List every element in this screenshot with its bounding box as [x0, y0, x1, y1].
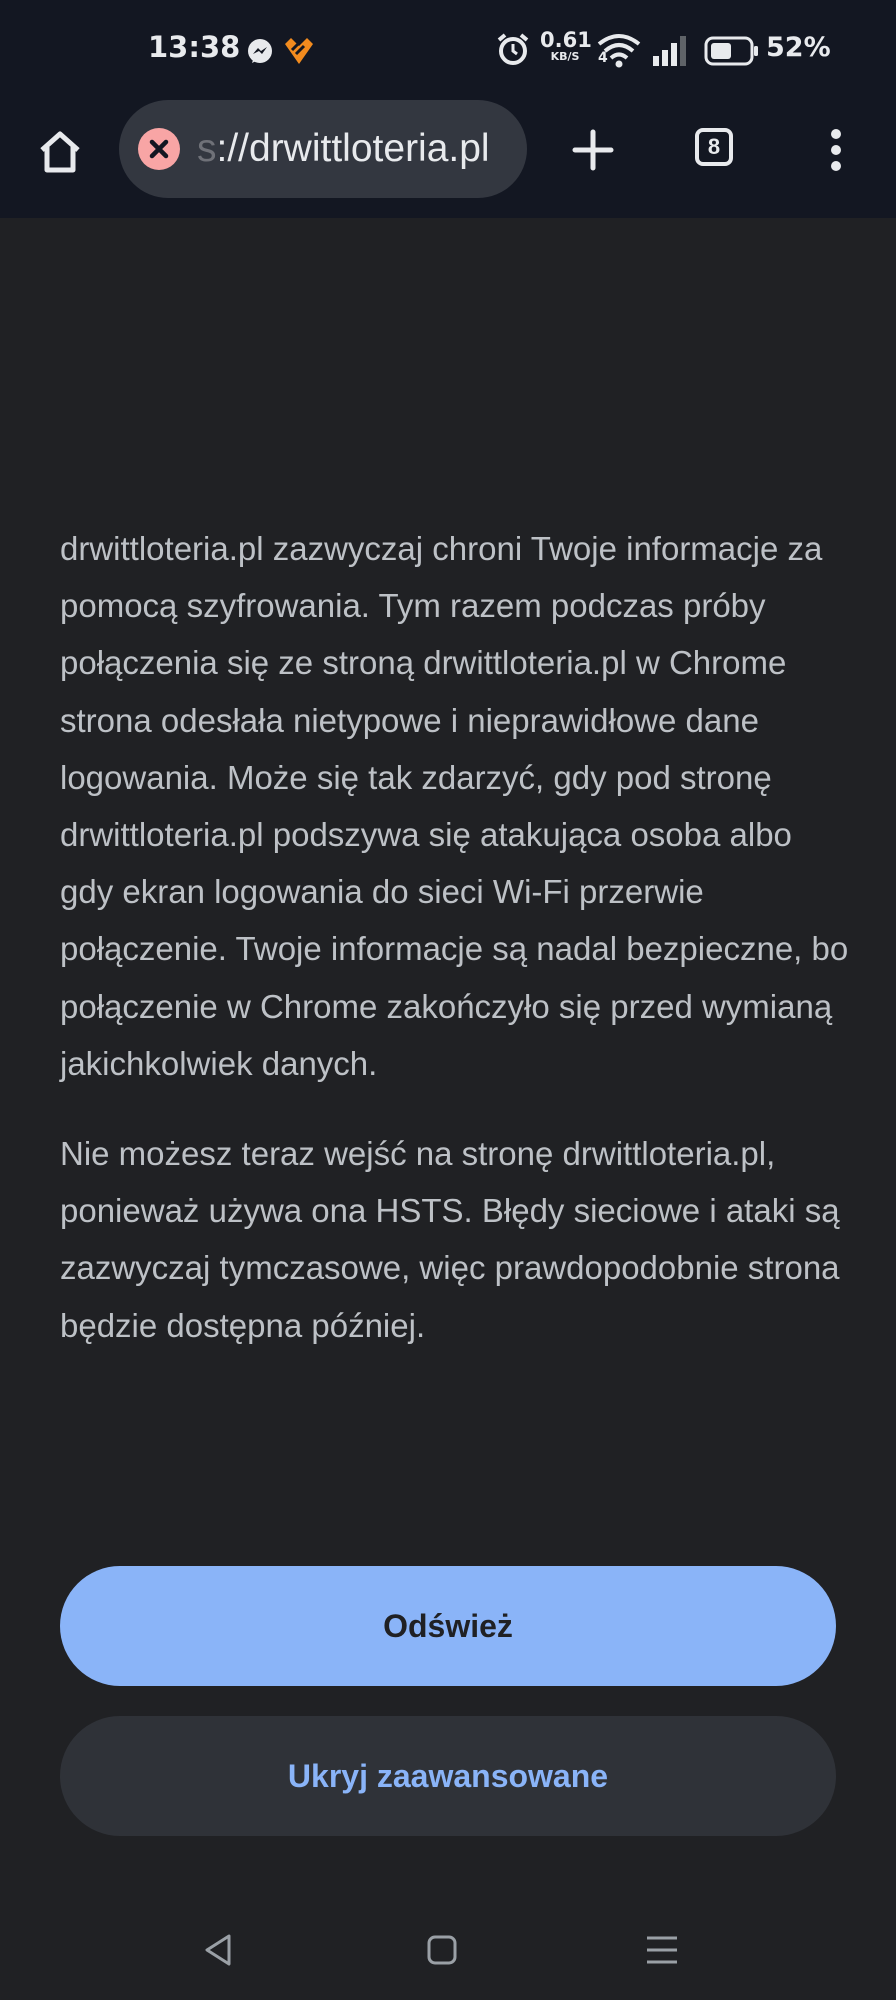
- more-menu-button[interactable]: [806, 110, 866, 190]
- signal-type: 4: [598, 50, 608, 66]
- new-tab-button[interactable]: [553, 110, 633, 190]
- home-icon: [36, 128, 84, 176]
- messenger-icon: [246, 38, 274, 66]
- address-bar[interactable]: [119, 100, 527, 198]
- recents-button[interactable]: [634, 1922, 690, 1978]
- new-tab-icon: [571, 128, 615, 172]
- home-square-icon: [426, 1934, 458, 1966]
- network-speed: 0.61 KB/S: [540, 28, 592, 63]
- security-error-icon[interactable]: [138, 128, 180, 170]
- battery-percent: 52%: [766, 32, 831, 63]
- url-host: ://drwittloteria.pl: [216, 127, 490, 170]
- reload-button[interactable]: Odśwież: [60, 1566, 836, 1686]
- more-menu-icon: [829, 128, 843, 172]
- hsts-explanation-paragraph: Nie możesz teraz wejść na stronę drwittloteria.pl, ponieważ używa ona HSTS. Błędy sieciowe i ataki są zazwyczaj tymczasowe, więc prawdopodobnie strona będzie dostępna później.: [60, 1135, 840, 1344]
- error-explanation-paragraph: drwittloteria.pl zazwyczaj chroni Twoje informacje za pomocą szyfrowania. Tym razem podczas próby połączenia się ze stroną drwittloteria.pl w Chrome strona odesłała nietypowe i nieprawidłowe dane logowania. Może się tak zdarzyć, gdy pod stronę drwittloteria.pl podszywa się atakująca osoba albo gdy ekran logowania do sieci Wi-Fi przerwie połączenie. Twoje informacje są nadal bezpieczne, bo połączenie w Chrome zakończyło się przed wymianą jakichkolwiek danych.: [60, 530, 849, 1082]
- back-button[interactable]: [190, 1922, 246, 1978]
- tab-switcher-button[interactable]: [695, 128, 733, 166]
- home-button[interactable]: [20, 112, 100, 192]
- alarm-icon: [496, 32, 530, 68]
- system-nav-bar: [0, 1900, 896, 2000]
- tab-count: 8: [707, 134, 721, 159]
- url-text[interactable]: [197, 100, 517, 198]
- app-notification-icon: [283, 36, 315, 66]
- recents-menu-icon: [645, 1935, 679, 1965]
- back-icon: [203, 1933, 233, 1967]
- error-details: [60, 520, 850, 1354]
- hide-advanced-button[interactable]: Ukryj zaawansowane: [60, 1716, 836, 1836]
- clock: 13:38: [148, 30, 241, 64]
- cell-signal-icon: [652, 34, 690, 66]
- status-bar: [0, 0, 896, 100]
- url-prefix: s: [197, 127, 217, 170]
- home-nav-button[interactable]: [414, 1922, 470, 1978]
- battery-icon: [704, 36, 760, 66]
